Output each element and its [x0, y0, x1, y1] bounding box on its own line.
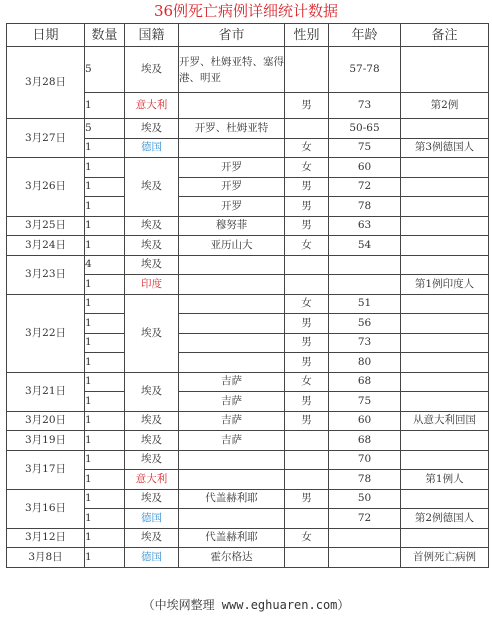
age-cell: 68 [329, 372, 401, 392]
quantity-cell: 5 [85, 47, 125, 93]
table-row [7, 489, 489, 509]
date-cell: 3月12日 [7, 528, 85, 548]
note-cell [401, 489, 489, 509]
sex-cell: 男 [285, 489, 329, 509]
province-cell [179, 314, 285, 334]
sex-cell [285, 47, 329, 93]
province-cell: 代盖赫利耶 [179, 489, 285, 509]
province-cell [179, 353, 285, 373]
age-cell [329, 528, 401, 548]
province-cell: 吉萨 [179, 372, 285, 392]
quantity-cell: 1 [85, 294, 125, 314]
age-cell: 60 [329, 158, 401, 178]
province-cell: 开罗 [179, 158, 285, 178]
sex-cell: 男 [285, 392, 329, 412]
age-cell: 73 [329, 333, 401, 353]
quantity-cell: 1 [85, 197, 125, 217]
quantity-cell: 5 [85, 119, 125, 139]
table-row [7, 236, 489, 256]
province-cell: 代盖赫利耶 [179, 528, 285, 548]
sex-cell [285, 509, 329, 529]
date-cell: 3月23日 [7, 255, 85, 294]
quantity-cell: 1 [85, 411, 125, 431]
source-footer: （中埃网整理 www.eghuaren.com） [142, 598, 350, 612]
nationality-cell: 埃及 [125, 294, 179, 372]
age-cell: 75 [329, 138, 401, 158]
age-cell: 50 [329, 489, 401, 509]
sex-cell: 男 [285, 197, 329, 217]
note-cell [401, 255, 489, 275]
province-cell: 亚历山大 [179, 236, 285, 256]
death-cases-table [6, 23, 489, 568]
note-cell [401, 236, 489, 256]
note-cell: 首例死亡病例 [401, 548, 489, 568]
sex-cell [285, 450, 329, 470]
header-row [7, 24, 489, 47]
age-cell: 63 [329, 216, 401, 236]
quantity-cell: 1 [85, 509, 125, 529]
nationality-cell: 德国 [125, 548, 179, 568]
col-header-quantity: 数量 [85, 24, 125, 47]
note-cell [401, 197, 489, 217]
quantity-cell: 1 [85, 431, 125, 451]
sex-cell [285, 119, 329, 139]
quantity-cell: 1 [85, 275, 125, 295]
col-header-province: 省市 [179, 24, 285, 47]
sex-cell [285, 275, 329, 295]
province-cell: 吉萨 [179, 431, 285, 451]
quantity-cell: 1 [85, 372, 125, 392]
province-cell [179, 255, 285, 275]
nationality-cell: 埃及 [125, 255, 179, 275]
sex-cell [285, 255, 329, 275]
age-cell: 80 [329, 353, 401, 373]
province-cell: 开罗 [179, 177, 285, 197]
date-cell: 3月25日 [7, 216, 85, 236]
note-cell [401, 216, 489, 236]
table-row [7, 450, 489, 470]
date-cell: 3月20日 [7, 411, 85, 431]
sex-cell: 女 [285, 294, 329, 314]
table-row [7, 158, 489, 178]
note-cell [401, 158, 489, 178]
col-header-note: 备注 [401, 24, 489, 47]
sex-cell: 女 [285, 158, 329, 178]
nationality-cell: 埃及 [125, 372, 179, 411]
age-cell: 60 [329, 411, 401, 431]
quantity-cell: 1 [85, 548, 125, 568]
note-cell [401, 177, 489, 197]
nationality-cell: 埃及 [125, 489, 179, 509]
province-cell [179, 275, 285, 295]
nationality-cell: 意大利 [125, 470, 179, 490]
nationality-cell: 意大利 [125, 93, 179, 119]
note-cell [401, 314, 489, 334]
date-cell: 3月8日 [7, 548, 85, 568]
sex-cell: 男 [285, 216, 329, 236]
sex-cell: 男 [285, 314, 329, 334]
quantity-cell: 1 [85, 158, 125, 178]
sex-cell: 男 [285, 333, 329, 353]
page-title: 36例死亡病例详细统计数据 [153, 2, 339, 20]
note-cell: 第2例德国人 [401, 509, 489, 529]
sex-cell [285, 548, 329, 568]
quantity-cell: 1 [85, 236, 125, 256]
quantity-cell: 1 [85, 138, 125, 158]
date-cell: 3月24日 [7, 236, 85, 256]
note-cell [401, 353, 489, 373]
note-cell: 第1例人 [401, 470, 489, 490]
table-row [7, 431, 489, 451]
province-cell: 吉萨 [179, 392, 285, 412]
col-header-nationality: 国籍 [125, 24, 179, 47]
note-cell: 第2例 [401, 93, 489, 119]
province-cell: 开罗 [179, 197, 285, 217]
nationality-cell: 埃及 [125, 119, 179, 139]
note-cell [401, 372, 489, 392]
nationality-cell: 埃及 [125, 216, 179, 236]
province-cell: 开罗、杜姆亚特、塞得港、明亚 [179, 47, 285, 93]
col-header-date: 日期 [7, 24, 85, 47]
note-cell [401, 294, 489, 314]
nationality-cell: 埃及 [125, 431, 179, 451]
table-row [7, 372, 489, 392]
age-cell: 72 [329, 509, 401, 529]
sex-cell [285, 470, 329, 490]
table-row [7, 216, 489, 236]
province-cell [179, 333, 285, 353]
date-cell: 3月19日 [7, 431, 85, 451]
date-cell: 3月17日 [7, 450, 85, 489]
province-cell [179, 470, 285, 490]
nationality-cell: 埃及 [125, 411, 179, 431]
age-cell: 73 [329, 93, 401, 119]
sex-cell: 女 [285, 372, 329, 392]
date-cell: 3月28日 [7, 47, 85, 119]
quantity-cell: 1 [85, 450, 125, 470]
note-cell [401, 119, 489, 139]
nationality-cell: 德国 [125, 138, 179, 158]
date-cell: 3月27日 [7, 119, 85, 158]
note-cell: 第1例印度人 [401, 275, 489, 295]
sex-cell: 男 [285, 177, 329, 197]
province-cell: 开罗、杜姆亚特 [179, 119, 285, 139]
table-row [7, 411, 489, 431]
sex-cell: 女 [285, 528, 329, 548]
age-cell: 54 [329, 236, 401, 256]
quantity-cell: 1 [85, 470, 125, 490]
age-cell: 51 [329, 294, 401, 314]
table-row [7, 47, 489, 93]
nationality-cell: 埃及 [125, 450, 179, 470]
age-cell: 50-65 [329, 119, 401, 139]
col-header-sex: 性别 [285, 24, 329, 47]
sex-cell: 男 [285, 93, 329, 119]
quantity-cell: 4 [85, 255, 125, 275]
note-cell: 从意大利回国 [401, 411, 489, 431]
sex-cell: 女 [285, 138, 329, 158]
nationality-cell: 埃及 [125, 236, 179, 256]
sex-cell: 男 [285, 353, 329, 373]
age-cell: 75 [329, 392, 401, 412]
quantity-cell: 1 [85, 353, 125, 373]
note-cell [401, 392, 489, 412]
province-cell [179, 138, 285, 158]
quantity-cell: 1 [85, 489, 125, 509]
col-header-age: 年龄 [329, 24, 401, 47]
quantity-cell: 1 [85, 528, 125, 548]
sex-cell: 男 [285, 411, 329, 431]
age-cell: 56 [329, 314, 401, 334]
province-cell: 吉萨 [179, 411, 285, 431]
date-cell: 3月16日 [7, 489, 85, 528]
date-cell: 3月22日 [7, 294, 85, 372]
province-cell: 穆努菲 [179, 216, 285, 236]
province-cell [179, 93, 285, 119]
quantity-cell: 1 [85, 177, 125, 197]
nationality-cell: 埃及 [125, 528, 179, 548]
quantity-cell: 1 [85, 333, 125, 353]
note-cell [401, 431, 489, 451]
age-cell: 72 [329, 177, 401, 197]
quantity-cell: 1 [85, 392, 125, 412]
quantity-cell: 1 [85, 314, 125, 334]
sex-cell: 女 [285, 236, 329, 256]
age-cell: 68 [329, 431, 401, 451]
nationality-cell: 德国 [125, 509, 179, 529]
note-cell [401, 528, 489, 548]
table-row [7, 528, 489, 548]
quantity-cell: 1 [85, 216, 125, 236]
age-cell [329, 255, 401, 275]
province-cell [179, 509, 285, 529]
table-row [7, 294, 489, 314]
table-row [7, 119, 489, 139]
province-cell: 霍尔格达 [179, 548, 285, 568]
nationality-cell: 埃及 [125, 47, 179, 93]
nationality-cell: 埃及 [125, 158, 179, 217]
age-cell: 70 [329, 450, 401, 470]
note-cell [401, 450, 489, 470]
note-cell: 第3例德国人 [401, 138, 489, 158]
quantity-cell: 1 [85, 93, 125, 119]
province-cell [179, 294, 285, 314]
age-cell: 78 [329, 470, 401, 490]
note-cell [401, 333, 489, 353]
age-cell: 57-78 [329, 47, 401, 93]
note-cell [401, 47, 489, 93]
age-cell [329, 548, 401, 568]
date-cell: 3月26日 [7, 158, 85, 217]
age-cell: 78 [329, 197, 401, 217]
age-cell [329, 275, 401, 295]
nationality-cell: 印度 [125, 275, 179, 295]
table-row [7, 255, 489, 275]
sex-cell [285, 431, 329, 451]
table-row [7, 548, 489, 568]
province-cell [179, 450, 285, 470]
date-cell: 3月21日 [7, 372, 85, 411]
